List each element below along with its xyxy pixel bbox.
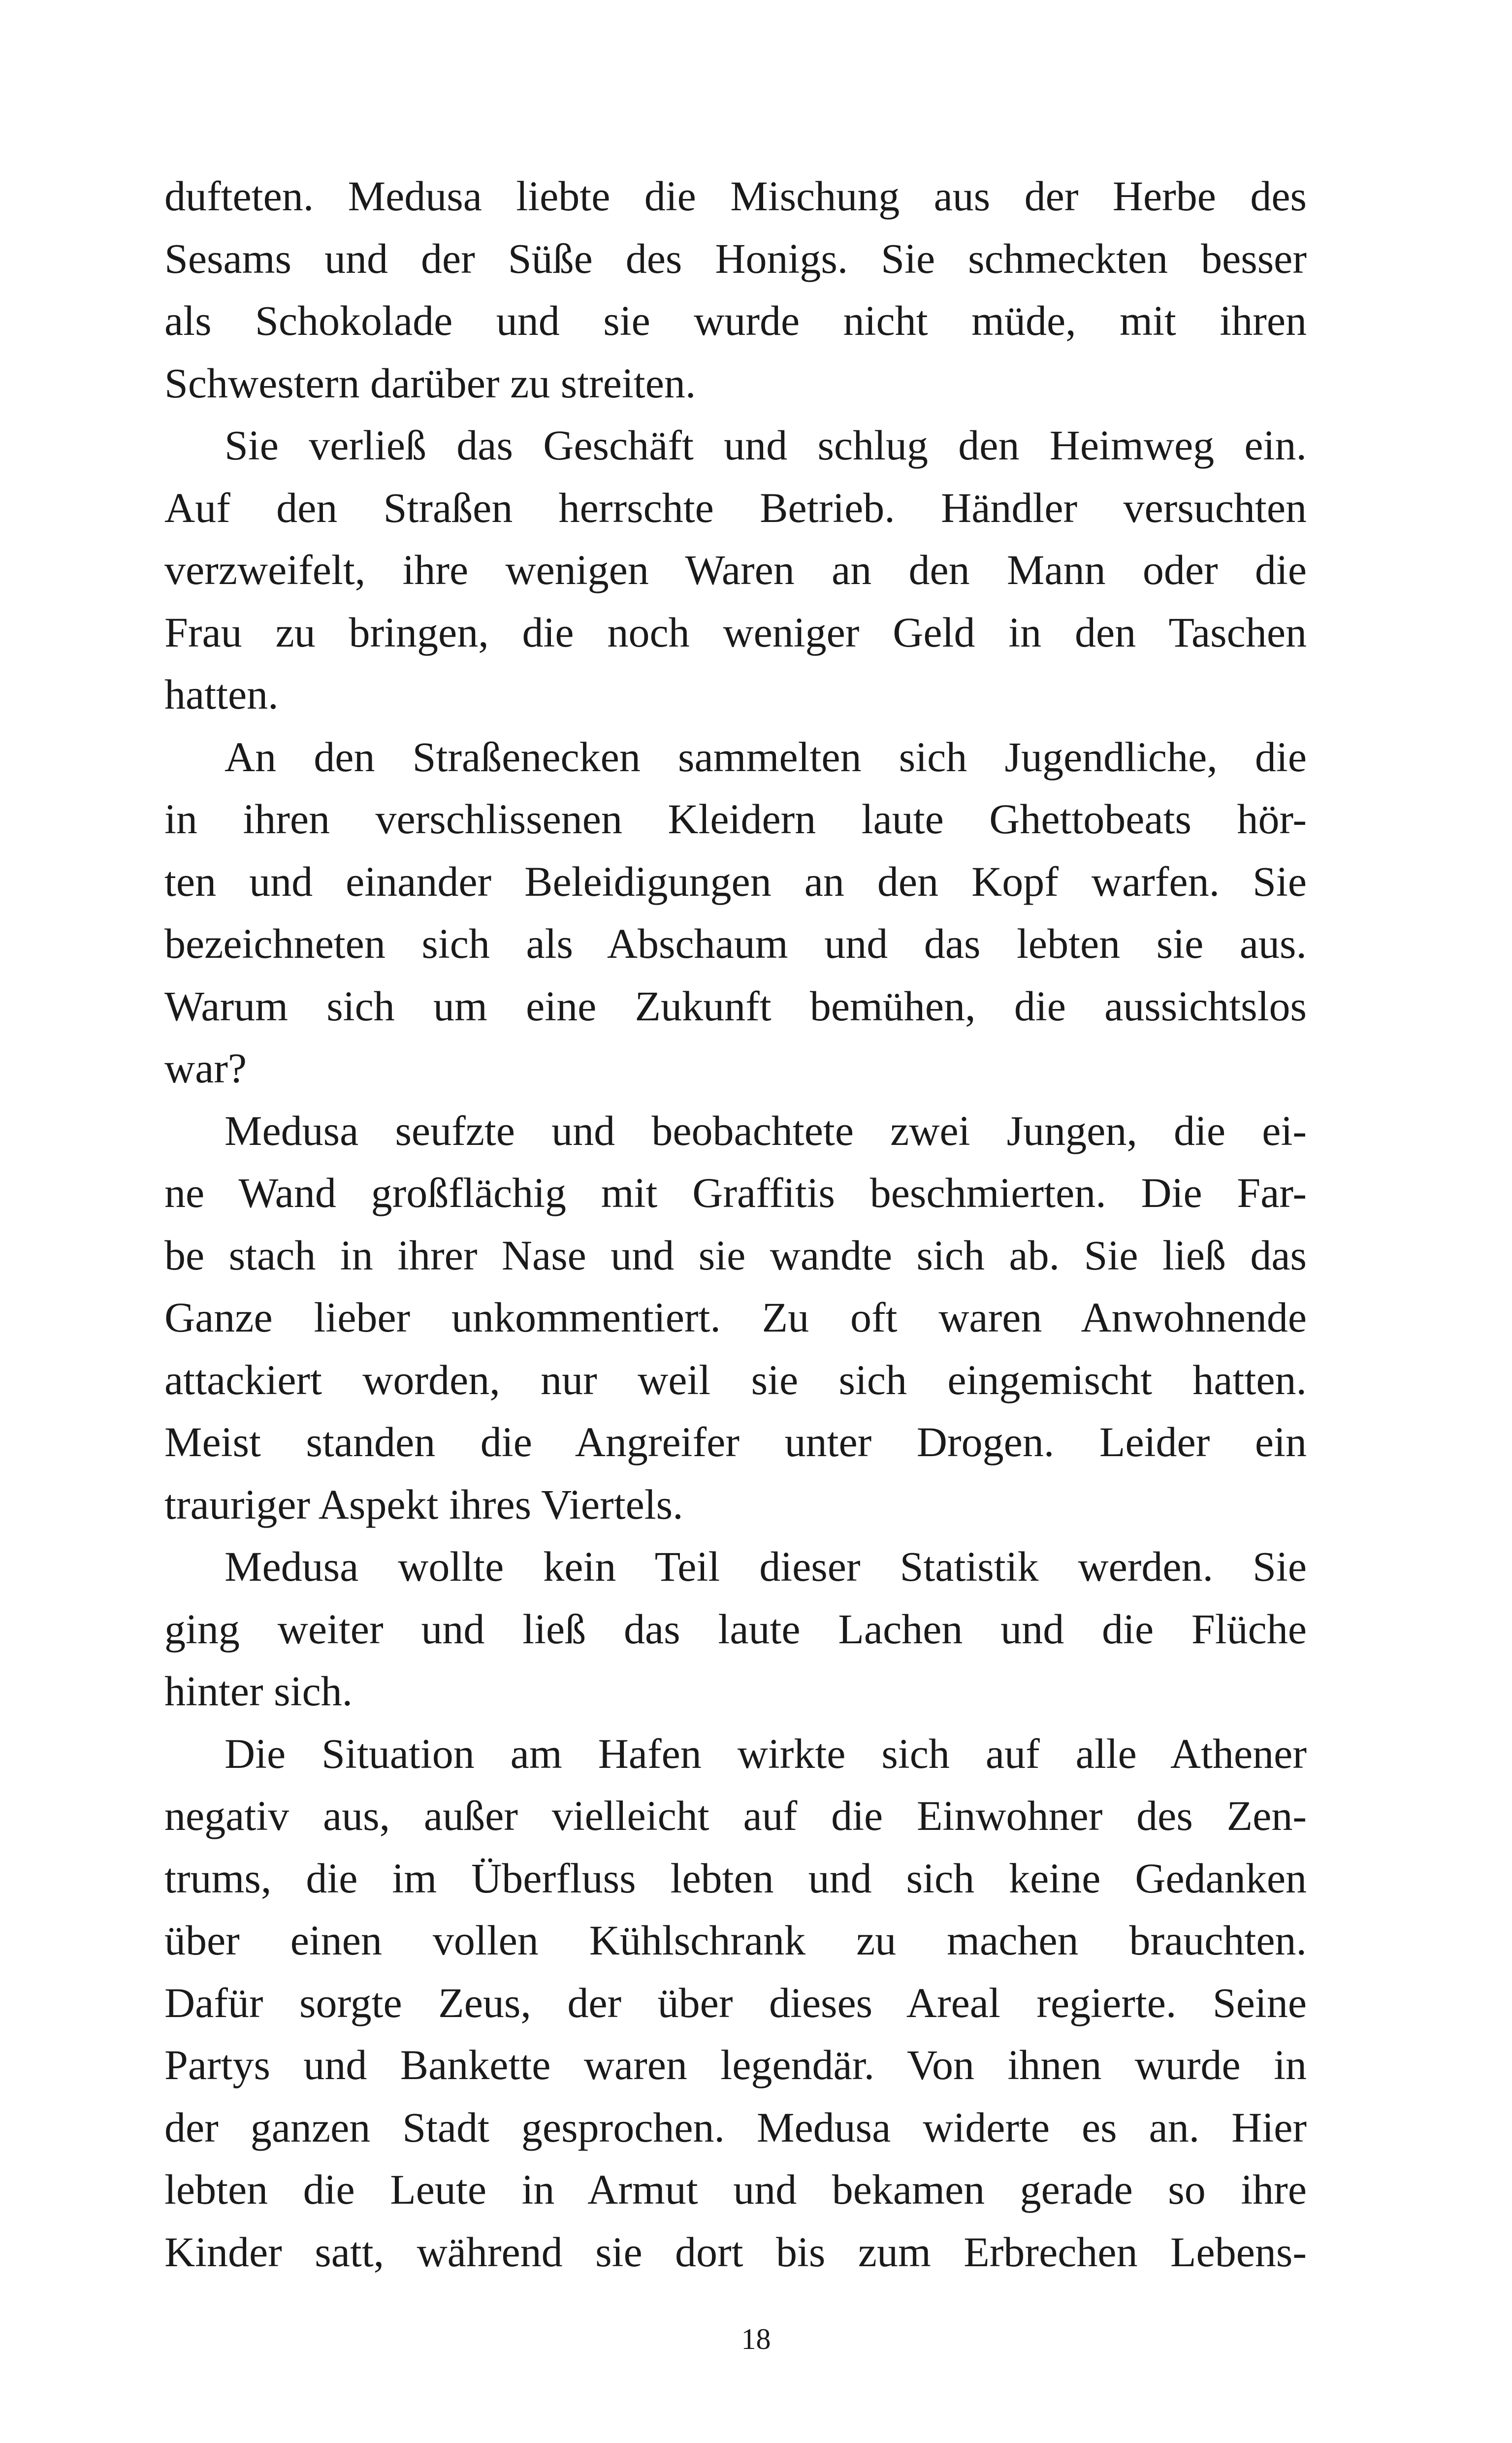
text-line: bezeichneten sich als Abschaum und das lebten sie aus. (164, 920, 1307, 967)
text-line: Frau zu bringen, die noch weniger Geld in den Taschen (164, 608, 1307, 656)
text-line: trauriger Aspekt ihres Viertels. (164, 1480, 683, 1528)
text-line: be stach in ihrer Nase und sie wandte sich ab. Sie ließ das (164, 1231, 1307, 1279)
text-line: der ganzen Stadt gesprochen. Medusa widerte es an. Hier (164, 2103, 1307, 2151)
text-line: in ihren verschlissenen Kleidern laute Ghettobeats hör- (164, 795, 1307, 843)
text-line: Die Situation am Hafen wirkte sich auf alle Athener (225, 1729, 1307, 1777)
text-line: ten und einander Beleidigungen an den Kopf warfen. Sie (164, 857, 1307, 905)
text-line: Medusa seufzte und beobachtete zwei Jungen, die ei- (225, 1107, 1307, 1154)
text-line: trums, die im Überfluss lebten und sich keine Gedanken (164, 1854, 1307, 1902)
text-line: über einen vollen Kühlschrank zu machen brauchten. (164, 1917, 1307, 1964)
text-line: Kinder satt, während sie dort bis zum Erbrechen Lebens- (164, 2228, 1307, 2276)
text-line: Partys und Bankette waren legendär. Von ihnen wurde in (164, 2041, 1307, 2088)
text-line: dufteten. Medusa liebte die Mischung aus der Herbe des (164, 172, 1307, 220)
text-line: als Schokolade und sie wurde nicht müde, mit ihren (164, 297, 1307, 344)
text-line: hinter sich. (164, 1667, 353, 1715)
body-text (164, 165, 1307, 2283)
text-line: An den Straßenecken sammelten sich Jugendliche, die (225, 733, 1307, 781)
text-line: Medusa wollte kein Teil dieser Statistik werden. Sie (225, 1543, 1307, 1590)
text-line: Sesams und der Süße des Honigs. Sie schmeckten besser (164, 234, 1307, 282)
text-line: Dafür sorgte Zeus, der über dieses Areal regierte. Seine (164, 1979, 1307, 2026)
text-line: Sie verließ das Geschäft und schlug den Heimweg ein. (225, 422, 1307, 469)
text-line: hatten. (164, 671, 279, 718)
text-line: verzweifelt, ihre wenigen Waren an den Mann oder die (164, 546, 1307, 593)
text-line: lebten die Leute in Armut und bekamen gerade so ihre (164, 2166, 1307, 2213)
text-line: ging weiter und ließ das laute Lachen und die Flüche (164, 1605, 1307, 1653)
text-line: Warum sich um eine Zukunft bemühen, die aussichtslos (164, 982, 1307, 1030)
text-line: Schwestern darüber zu streiten. (164, 359, 696, 407)
text-line: Meist standen die Angreifer unter Drogen. Leider ein (164, 1418, 1307, 1466)
text-line: Auf den Straßen herrschte Betrieb. Händler versuchten (164, 484, 1307, 531)
text-line: ne Wand großflächig mit Graffitis beschmierten. Die Far- (164, 1169, 1307, 1216)
page-number: 18 (741, 2323, 771, 2355)
text-line: war? (164, 1044, 247, 1092)
text-line: attackiert worden, nur weil sie sich eingemischt hatten. (164, 1356, 1307, 1403)
text-line: Ganze lieber unkommentiert. Zu oft waren Anwohnende (164, 1294, 1307, 1341)
text-line: negativ aus, außer vielleicht auf die Einwohner des Zen- (164, 1792, 1307, 1839)
